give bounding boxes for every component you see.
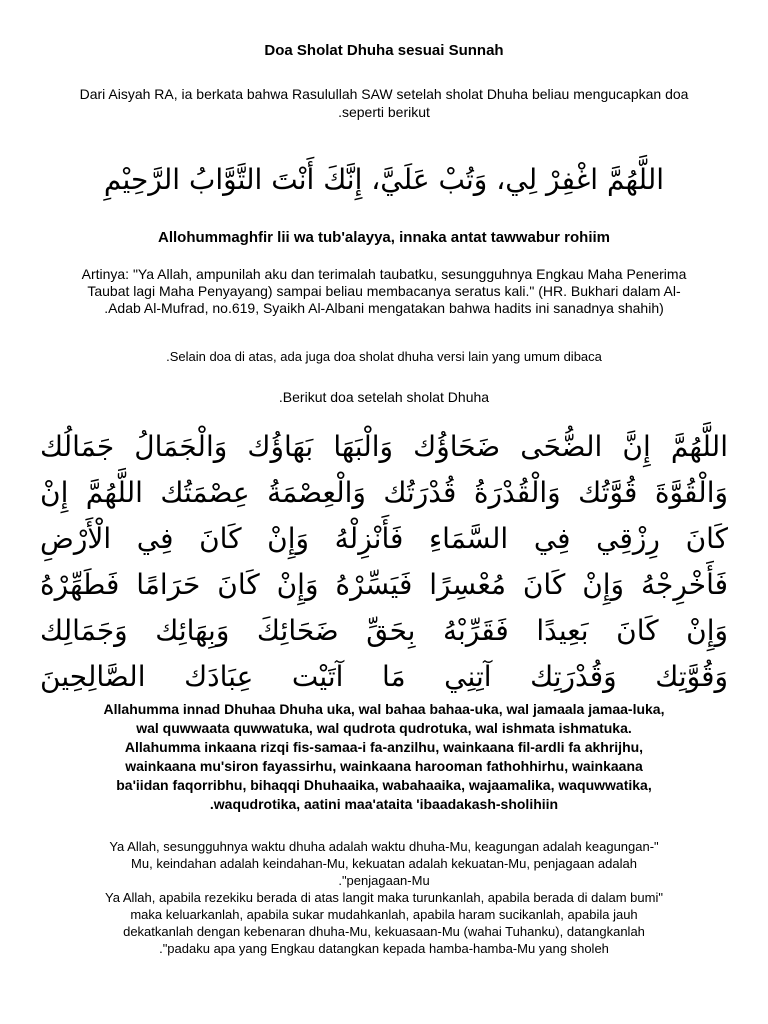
doa2-meaning-line: maka keluarkanlah, apabila sukar mudahkanlah, apabila haram sucikanlah, apabila jauh bbox=[130, 907, 638, 922]
section-heading: .Berikut doa setelah sholat Dhuha bbox=[278, 389, 490, 405]
doa2-meaning-line: dekatkanlah dengan kebenaran dhuha-Mu, kekuasaan-Mu (wahai Tuhanku), datangkanlah bbox=[123, 924, 645, 939]
doa2-meaning bbox=[48, 838, 720, 957]
doa2-transliteration-line: wal quwwaata quwwatuka, wal qudrota qudrotuka, wal ishmata ishmatuka. bbox=[136, 720, 632, 736]
doa2-transliteration-line: .waqudrotika, aatini maa'ataita 'ibaadakash-sholihiin bbox=[209, 796, 559, 812]
intro-paragraph bbox=[40, 85, 728, 121]
intro-line: Dari Aisyah RA, ia berkata bahwa Rasulullah SAW setelah sholat Dhuha beliau mengucapkan doa bbox=[79, 86, 689, 102]
doa2-arabic-line: وَقُوَّتِك وَقُدْرَتِك آتِنِي مَا آتَيْت عِبَادَك الصَّالِحِينَ bbox=[40, 660, 728, 693]
doa2-transliteration-line: wainkaana mu'siron fayassirhu, wainkaana harooman fathohhirhu, wainkaana bbox=[125, 758, 643, 774]
doa2-arabic-line: اللَّهُمَّ إِنَّ الضُّحَى ضَحَاؤُك وَالْبَهَا بَهَاؤُك وَالْجَمَالُ جَمَالُك bbox=[40, 430, 728, 463]
doa2-arabic-line: فَأَخْرِجْهُ وَإِنْ كَانَ مُعْسِرًا فَيَسِّرْهُ وَإِنْ كَانَ حَرَامًا فَطَهِّرْهُ bbox=[40, 568, 728, 601]
page-title: Doa Sholat Dhuha sesuai Sunnah bbox=[264, 42, 504, 59]
doa2-arabic-line: كَانَ رِزْقِي فِي السَّمَاءِ فَأَنْزِلْهُ وَإِنْ كَانَ فِي الْأَرْضِ bbox=[40, 522, 728, 555]
note-paragraph: .Selain doa di atas, ada juga doa sholat dhuha versi lain yang umum dibaca bbox=[166, 349, 602, 364]
doa2-meaning-line: ."penjagaan-Mu bbox=[338, 873, 430, 888]
doa2-meaning-line: Ya Allah, apabila rezekiku berada di atas langit maka turunkanlah, apabila berada di dalam bumi" bbox=[105, 890, 663, 905]
doa2-arabic-text bbox=[40, 424, 728, 700]
doa2-transliteration-line: Allahumma inkaana rizqi fis-samaa-i fa-anzilhu, wainkaana fil-ardli fa akhrijhu, bbox=[124, 739, 644, 755]
doa2-transliteration-line: ba'iidan faqorribhu, bihaqqi Dhuhaaika, wabahaaika, wajaamalika, waquwwatika, bbox=[116, 777, 652, 793]
doa1-meaning bbox=[44, 266, 724, 317]
doa2-transliteration-line: Allahumma innad Dhuhaa Dhuha uka, wal bahaa bahaa-uka, wal jamaala jamaa-luka, bbox=[103, 701, 665, 717]
doa2-transliteration bbox=[44, 700, 724, 814]
doa2-arabic-line: وَالْقُوَّةَ قُوَّتُك وَالْقُدْرَةُ قُدْرَتُك وَالْعِصْمَةُ عِصْمَتُك اللَّهُمَّ إِنْ bbox=[40, 476, 728, 509]
doa2-meaning-line: Mu, keindahan adalah keindahan-Mu, kekuatan adalah kekuatan-Mu, penjagaan adalah bbox=[131, 856, 637, 871]
doa1-meaning-line: .Adab Al-Mufrad, no.619, Syaikh Al-Albani mengatakan bahwa hadits ini sanadnya shahih) bbox=[104, 300, 664, 316]
doa2-arabic-line: وَإِنْ كَانَ بَعِيدًا فَقَرِّبْهُ بِحَقِّ ضَحَائِكَ وَبِهَائِك وَجَمَالِك bbox=[40, 614, 728, 647]
doa1-meaning-line: Taubat lagi Maha Penyayang) sampai beliau membacanya seratus kali." (HR. Bukhari dalam Al- bbox=[87, 283, 681, 299]
doa2-meaning-line: Ya Allah, sesungguhnya waktu dhuha adalah waktu dhuha-Mu, keagungan adalah keagungan-" bbox=[109, 839, 659, 854]
intro-line: .seperti berikut bbox=[338, 104, 430, 120]
doa1-arabic-text: اللَّهُمَّ اغْفِرْ لِي، وَتُبْ عَلَيَّ، إِنَّكَ أَنْتَ التَّوَّابُ الرَّحِيْمِ bbox=[103, 163, 665, 196]
doa1-transliteration: Allohummaghfir lii wa tub'alayya, innaka antat tawwabur rohiim bbox=[158, 229, 610, 246]
doa2-meaning-line: ."padaku apa yang Engkau datangkan kepada hamba-hamba-Mu yang sholeh bbox=[159, 941, 609, 956]
doa1-meaning-line: Artinya: "Ya Allah, ampunilah aku dan terimalah taubatku, sesungguhnya Engkau Maha Penerima bbox=[81, 266, 687, 282]
